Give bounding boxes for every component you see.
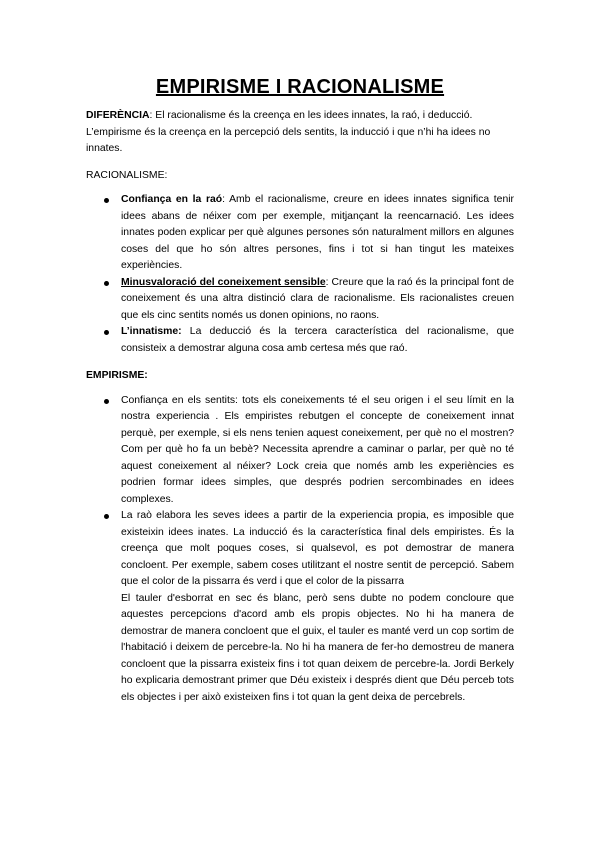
list-item: [86, 324, 514, 357]
item-label: Confiança en la raó: [121, 194, 223, 205]
item-continuation: El tauler d'esborrat en sec és blanc, però sens dubte no podem concloure que aquestes percepcions d'acord amb els propis objectes. No hi ha manera de demostrar de manera concloent que el guix, el tauler es manté verd un cop sortim de l'habitació i deixem de percebre-la. No hi ha manera de fer-ho demostreu de manera concloent que la pissarra existeix fins i tot quan deixem de percebre-la. Jordi Berkely ho explicaria demostrant primer que Déu existeix i després dient que Déu perceb tots els objectes i per això existeixen fins i tot quan la gent deixa de percebrels.: [121, 592, 514, 703]
item-text: La raò elabora les seves idees a partir de la experiencia propia, es imposible que existeixin idees inates. La inducció és la característica final dels empiristes. És la creença que molt poques coses, si qualsevol, es pot demostrar de manera concloent. Per exemple, sabem coses utilitzant el nostre sentit de percepció. Sabem que el color de la pissarra és verd i que el color de la pissarra: [121, 510, 514, 587]
empirisme-heading: EMPIRISME:: [86, 370, 148, 381]
item-label: L’innatisme:: [121, 326, 182, 337]
list-item: [86, 393, 514, 509]
racionalisme-heading: RACIONALISME:: [86, 169, 168, 181]
item-text: La deducció és la tercera característica del racionalisme, que consisteix a demostrar alguna cosa amb certesa més que raó.: [121, 326, 514, 354]
intro-text: : El racionalisme és la creença en les idees innates, la raó, i deducció. L’empirisme és la creença en la percepció dels sentits, la inducció i que n’hi ha idees no innates.: [86, 110, 491, 154]
racionalisme-list: [86, 192, 514, 357]
bullet-icon: [104, 399, 109, 404]
document-body: [86, 108, 514, 717]
empirisme-list: [86, 393, 514, 707]
list-item: [86, 192, 514, 275]
bullet-icon: [104, 514, 109, 519]
list-item: [86, 508, 514, 706]
intro-label: DIFERÈNCIA: [86, 110, 150, 121]
intro-paragraph: [86, 108, 514, 158]
item-label: Minusvaloració del coneixement sensible: [121, 276, 326, 288]
bullet-icon: [104, 281, 109, 286]
item-text: : Amb el racionalisme, creure en idees innates significa tenir idees abans de néixer com per exemple, mitjançant la reencarnació. Les idees innates poden explicar per què algunes persones són naturalment millors en algunes coses del que ho són altres persones, fins i tot si han tingut les mateixes experiències.: [121, 194, 514, 271]
document-title: EMPIRISME I RACIONALISME: [155, 76, 445, 98]
list-item: [86, 275, 514, 325]
item-text: Confiança en els sentits: tots els coneixements té el seu origen i el seu límit en la nostra experiencia . Els empiristes rebutgen el concepte de coneixement innat perquè, per exemple, si els nens tenien aquest coneixement, per què no el mostren? Com per què ho fa un bebè? Necessita aprendre a caminar o parlar, per què no té aquest coneixement al néixer? Lock creia que només amb les experiències es podrien formar idees simples, que després podrien sercombinades en idees complexes.: [121, 394, 514, 505]
bullet-icon: [104, 330, 109, 335]
bullet-icon: [104, 198, 109, 203]
item-text: : Creure que la raó és la principal font de coneixement és una altra distinció clara de racionalisme. Els racionalistes creuen que els cinc sentits només us donen opinions, no raons.: [121, 276, 515, 321]
